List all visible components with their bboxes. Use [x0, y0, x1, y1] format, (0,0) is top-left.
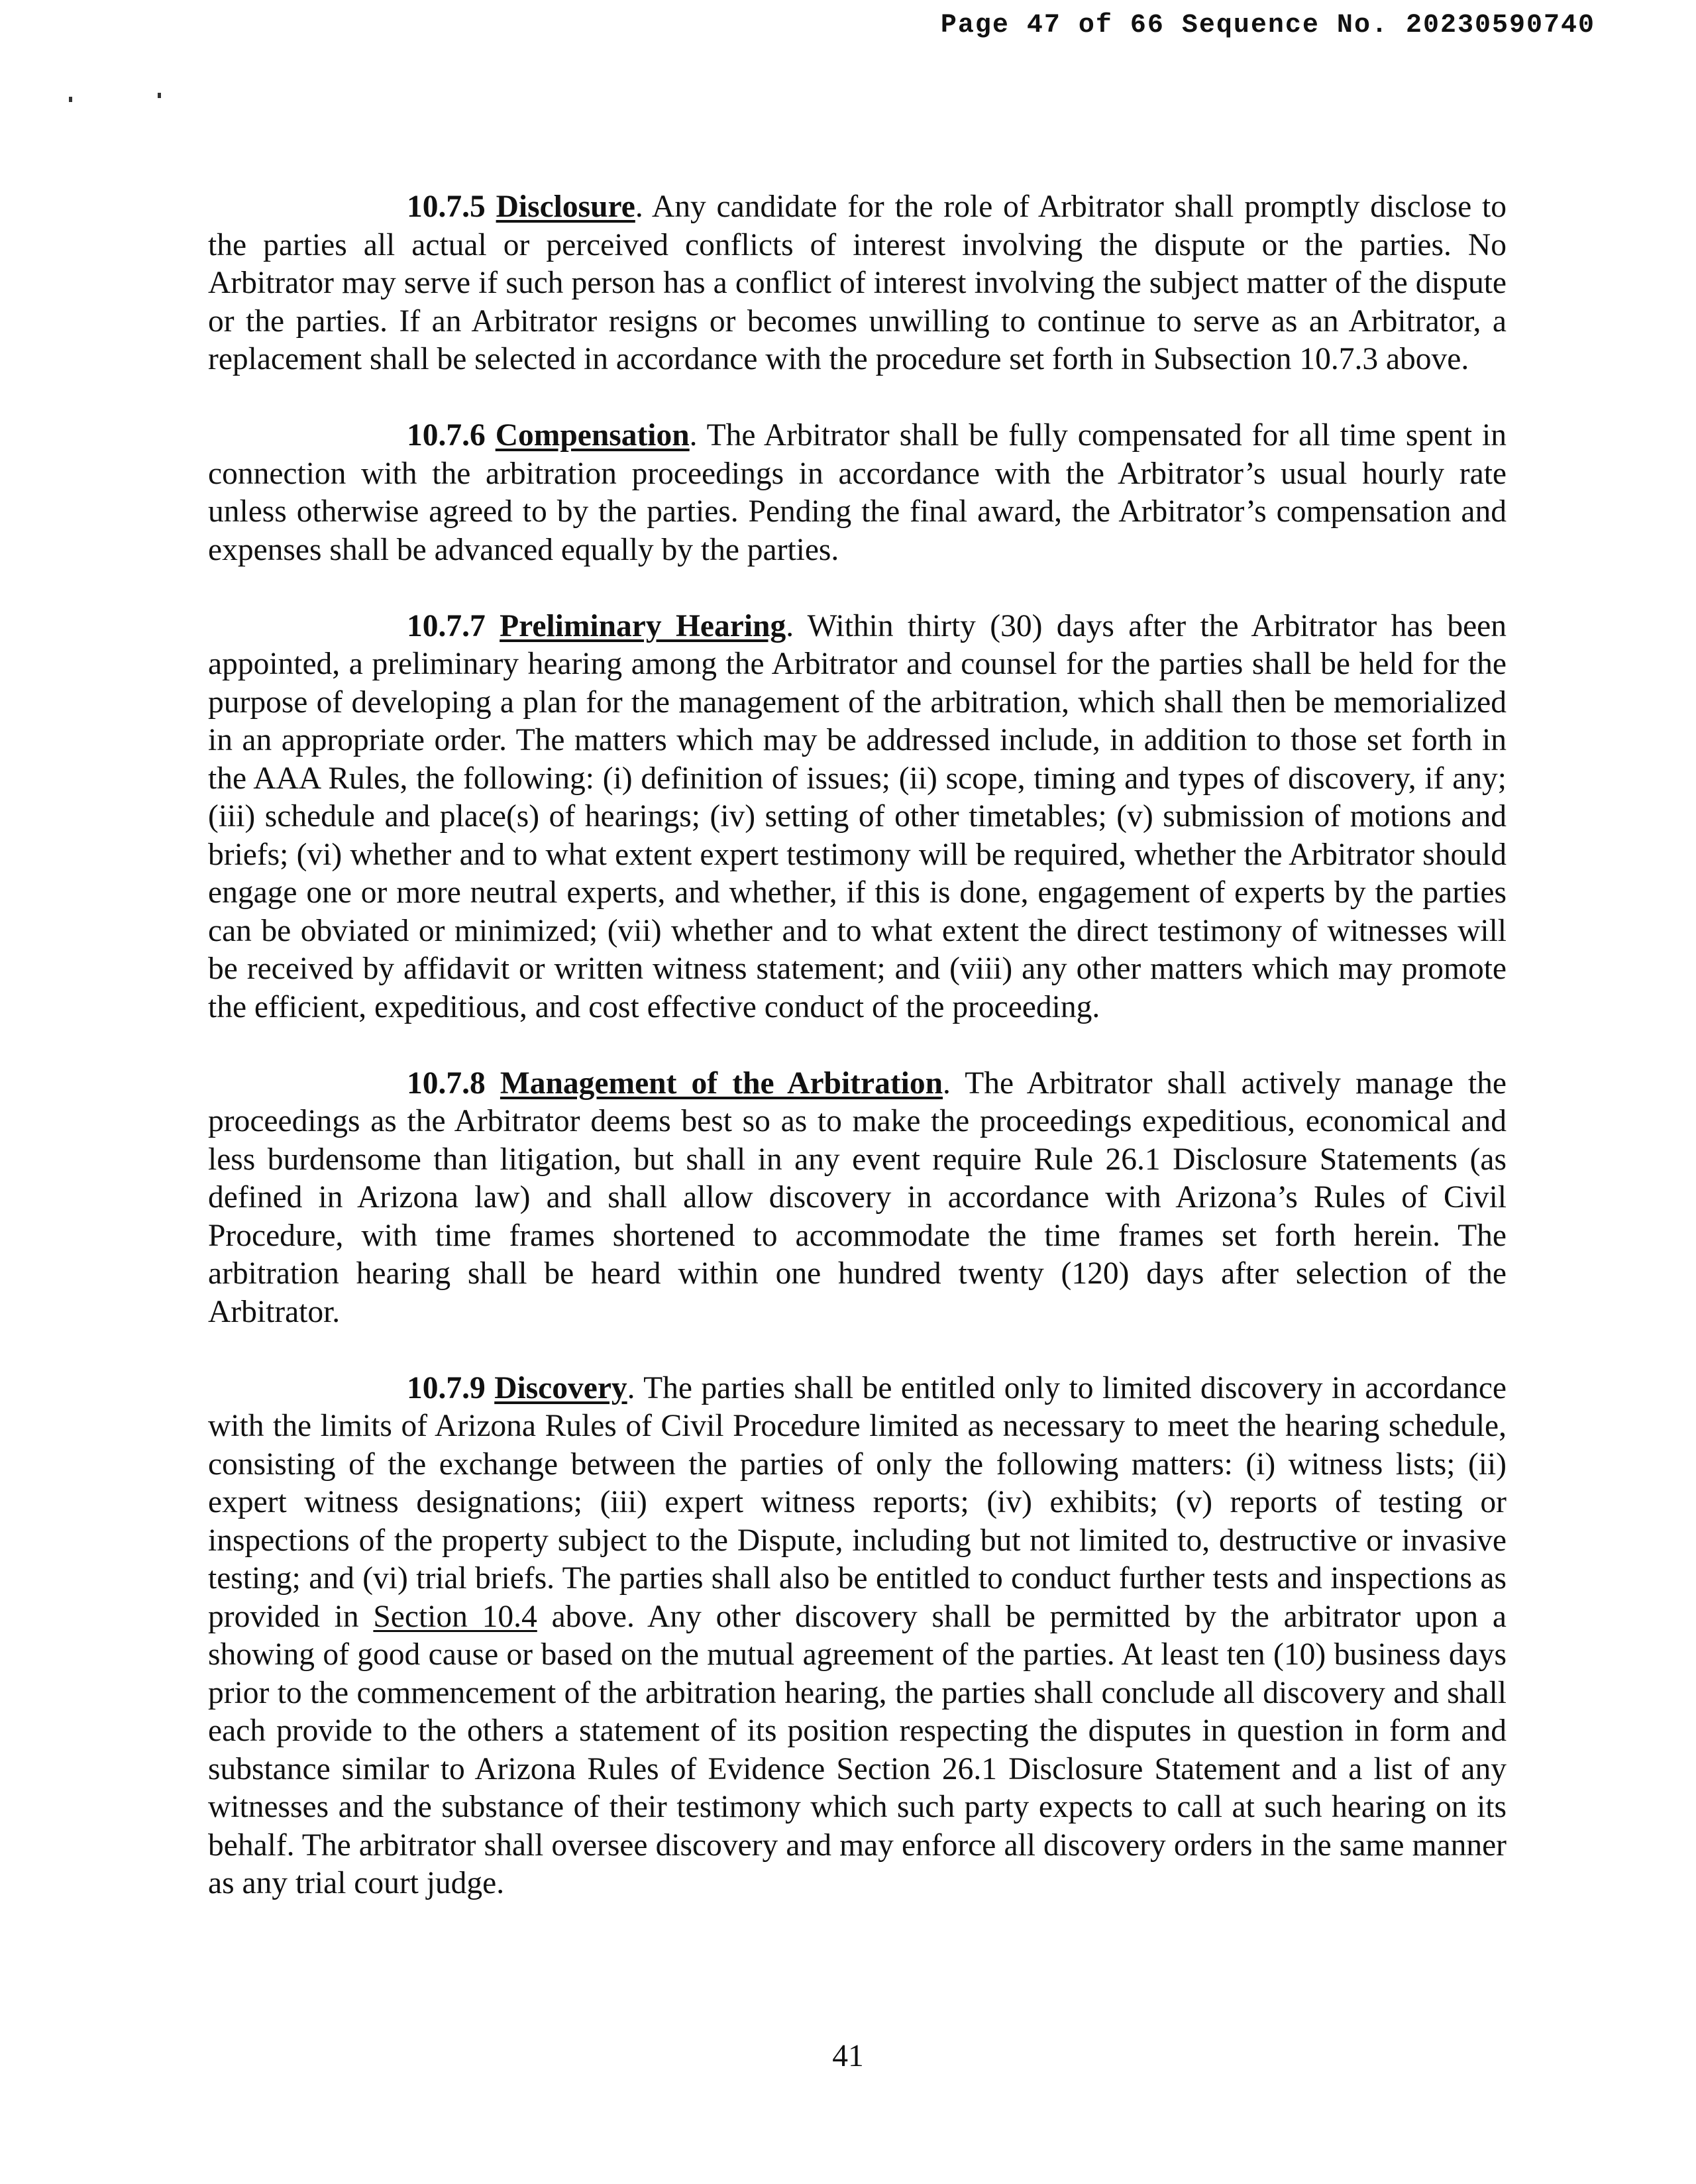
section-number: 10.7.8	[407, 1065, 486, 1101]
section-heading: Disclosure	[496, 190, 635, 224]
scan-artifact-mark	[158, 93, 161, 98]
section-heading: Compensation	[495, 418, 690, 453]
section-body: . Within thirty (30) days after the Arbitrator has been appointed, a preliminary hearing among the Arbitrator and counsel for the parties shall be held for the purpose of developing a plan for the management of the arbitration, which shall then be memorialized in an appropriate order. The matters which may be addressed include, in addition to those set forth in the AAA Rules, the following: (i) definition of issues; (ii) scope, timing and types of discovery, if any; (iii) schedule and place(s) of hearings; (iv) setting of other timetables; (v) submission of motions and briefs; (vi) whether and to what extent expert testimony will be required, whether the Arbitrator should engage one or more neutral experts, and whether, if this is done, engagement of experts by the parties can be obviated or minimized; (vii) whether and to what extent the direct testimony of witnesses will be received by affidavit or written witness statement; and (viii) any other matters which may promote the efficient, expeditious, and cost effective conduct of the proceeding.	[208, 608, 1507, 1024]
section-heading: Preliminary Hearing	[500, 608, 786, 643]
page-sequence-stamp: Page 47 of 66 Sequence No. 20230590740	[940, 11, 1595, 40]
section-body: . The Arbitrator shall actively manage the proceedings as the Arbitrator deems best so as to make the proceedings expeditious, economical and less burdensome than litigation, but shall in any event require Rule 26.1 Disclosure Statements (as defined in Arizona law) and shall allow discovery in accordance with Arizona’s Rules of Civil Procedure, with time frames shortened to accommodate the time frames set forth herein. The arbitration hearing shall be heard within one hundred twenty (120) days after selection of the Arbitrator.	[208, 1065, 1507, 1329]
section-body: . The parties shall be entitled only to limited discovery in accordance with the limits of Arizona Rules of Civil Procedure limited as necessary to meet the hearing schedule, consisting of the exchange between the parties of only the following matters: (i) witness lists; (ii) expert witness designations; (iii) expert witness reports; (iv) exhibits; (v) reports of testing or inspections of the property subject to the Dispute, including but not limited to, destructive or invasive testing; and (vi) trial briefs. The parties shall also be entitled to conduct further tests and inspections as provided in	[208, 1370, 1507, 1634]
section-body: . Any candidate for the role of Arbitrator shall promptly disclose to the parties all actual or perceived conflicts of interest involving the dispute or the parties. No Arbitrator may serve if such person has a conflict of interest involving the subject matter of the dispute or the parties. If an Arbitrator resigns or becomes unwilling to continue to serve as an Arbitrator, a replacement shall be selected in accordance with the procedure set forth in Subsection 10.7.3 above.	[208, 190, 1507, 376]
section-reference-link[interactable]: Section 10.4	[373, 1599, 537, 1634]
section-number: 10.7.5	[407, 190, 486, 224]
section-10-7-7	[208, 608, 1507, 1027]
section-number: 10.7.6	[407, 418, 486, 453]
section-number: 10.7.9	[407, 1370, 486, 1405]
document-body	[208, 188, 1507, 1941]
section-10-7-5	[208, 188, 1507, 379]
scan-artifact-mark	[69, 97, 72, 102]
section-10-7-9	[208, 1370, 1507, 1903]
section-10-7-6	[208, 417, 1507, 569]
section-body: . The Arbitrator shall be fully compensated for all time spent in connection with the arbitration proceedings in accordance with the Arbitrator’s usual hourly rate unless otherwise agreed to by the parties. Pending the final award, the Arbitrator’s compensation and expenses shall be advanced equally by the parties.	[208, 418, 1507, 567]
page-number: 41	[832, 2039, 864, 2073]
section-body-continued: above. Any other discovery shall be permitted by the arbitrator upon a showing of good cause or based on the mutual agreement of the parties. At least ten (10) business days prior to the commencement of the arbitration hearing, the parties shall conclude all discovery and shall each provide to the others a statement of its position respecting the disputes in question in form and substance similar to Arizona Rules of Evidence Section 26.1 Disclosure Statement and a list of any witnesses and the substance of their testimony which such party expects to call at such hearing on its behalf. The arbitrator shall oversee discovery and may enforce all discovery orders in the same manner as any trial court judge.	[208, 1599, 1507, 1900]
section-heading: Discovery	[494, 1370, 627, 1405]
section-10-7-8	[208, 1065, 1507, 1332]
section-heading: Management of the Arbitration	[500, 1065, 943, 1101]
section-number: 10.7.7	[407, 608, 486, 643]
